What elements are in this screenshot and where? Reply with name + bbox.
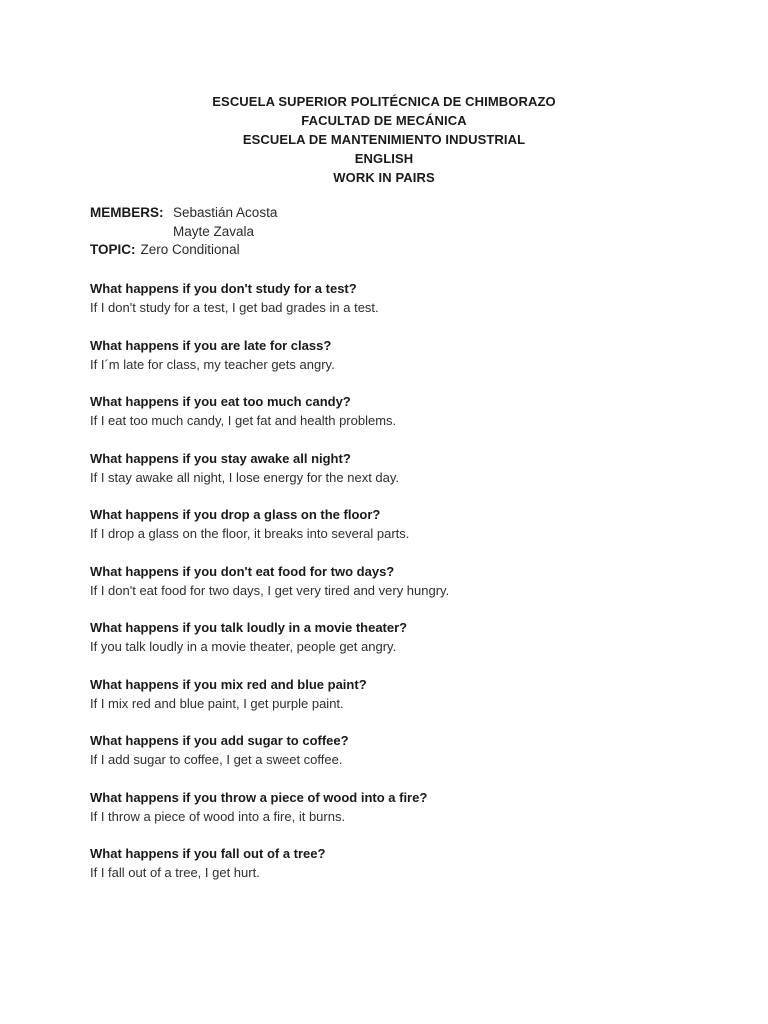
qa-item <box>90 280 710 337</box>
members-row <box>90 204 277 223</box>
question-text: What happens if you don't eat food for two days? <box>90 563 395 579</box>
question-text: What happens if you are late for class? <box>90 337 332 353</box>
answer-text: If you talk loudly in a movie theater, people get angry. <box>90 639 397 654</box>
topic-label: TOPIC: <box>90 242 136 257</box>
question-text: What happens if you talk loudly in a movie theater? <box>90 620 408 635</box>
topic-value: Zero Conditional <box>140 242 240 257</box>
answer-text: If I eat too much candy, I get fat and health problems. <box>90 413 397 428</box>
question-text: What happens if you eat too much candy? <box>90 394 351 409</box>
question-text: What happens if you fall out of a tree? <box>90 846 326 861</box>
qa-item <box>90 619 710 676</box>
member-name: Sebastián Acosta <box>173 205 278 220</box>
institution-title: ESCUELA SUPERIOR POLITÉCNICA DE CHIMBORAZO <box>212 94 556 109</box>
answer-text: If I stay awake all night, I lose energy for the next day. <box>90 469 400 485</box>
members-label: MEMBERS: <box>90 205 164 220</box>
qa-item <box>90 845 710 902</box>
qa-item <box>90 789 710 846</box>
document-header <box>0 92 768 187</box>
qa-item <box>90 337 710 394</box>
answer-text: If I add sugar to coffee, I get a sweet coffee. <box>90 752 343 767</box>
question-text: What happens if you don't study for a test? <box>90 281 357 296</box>
members-row-continued <box>90 223 277 242</box>
question-answer-list <box>90 280 710 902</box>
assignment-title: WORK IN PAIRS <box>333 170 435 185</box>
question-text: What happens if you add sugar to coffee? <box>90 733 349 748</box>
answer-text: If I don't study for a test, I get bad grades in a test. <box>90 300 379 315</box>
answer-text: If I mix red and blue paint, I get purple paint. <box>90 695 344 711</box>
qa-item <box>90 450 710 507</box>
subject-title: ENGLISH <box>354 151 414 166</box>
question-text: What happens if you drop a glass on the floor? <box>90 507 381 522</box>
qa-item <box>90 506 710 563</box>
question-text: What happens if you stay awake all night? <box>90 450 351 466</box>
school-title: ESCUELA DE MANTENIMIENTO INDUSTRIAL <box>242 132 526 147</box>
answer-text: If I´m late for class, my teacher gets angry. <box>90 356 335 372</box>
qa-item <box>90 393 710 450</box>
assignment-info <box>90 204 277 260</box>
question-text: What happens if you throw a piece of wood into a fire? <box>90 789 428 805</box>
answer-text: If I drop a glass on the floor, it breaks into several parts. <box>90 526 410 541</box>
answer-text: If I throw a piece of wood into a fire, it burns. <box>90 808 346 824</box>
question-text: What happens if you mix red and blue paint? <box>90 676 367 692</box>
answer-text: If I fall out of a tree, I get hurt. <box>90 865 260 880</box>
qa-item <box>90 732 710 789</box>
qa-item <box>90 676 710 733</box>
faculty-title: FACULTAD DE MECÁNICA <box>301 113 467 128</box>
answer-text: If I don't eat food for two days, I get very tired and very hungry. <box>90 582 450 598</box>
qa-item <box>90 563 710 620</box>
topic-row <box>90 241 277 260</box>
member-name: Mayte Zavala <box>173 223 255 239</box>
